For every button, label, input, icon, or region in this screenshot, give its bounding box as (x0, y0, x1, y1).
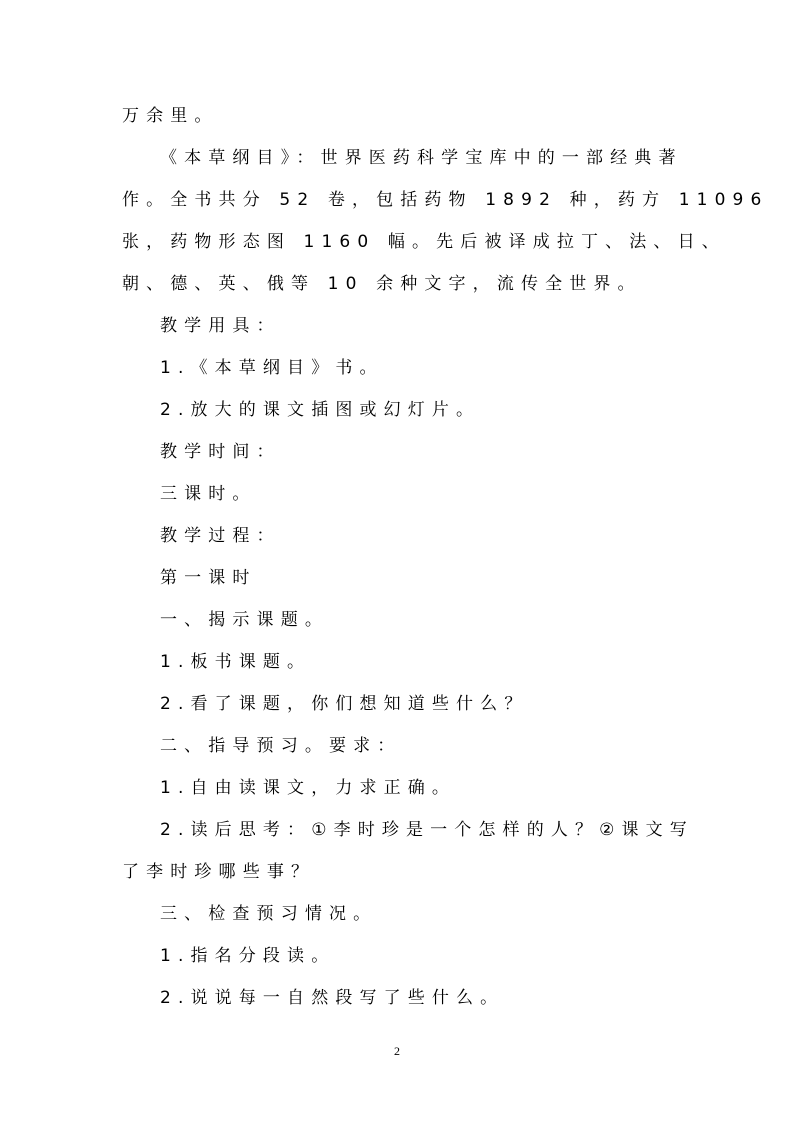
list-item: 2.放大的课文插图或幻灯片。 (160, 400, 481, 420)
text-line: 作。全书共分 52 卷，包括药物 1892 种，药方 11096 (122, 190, 769, 210)
list-item: 2.说说每一自然段写了些什么。 (160, 988, 505, 1008)
list-item: 1.指名分段读。 (160, 946, 336, 966)
section-heading: 二、指导预习。要求： (160, 736, 402, 756)
section-heading: 教学用具： (160, 316, 281, 336)
text-line: 了李时珍哪些事？ (122, 862, 316, 882)
list-item: 2.读后思考：①李时珍是一个怎样的人？②课文写 (160, 820, 694, 840)
text-line: 《本草纲目》：世界医药科学宝库中的一部经典著 (160, 148, 683, 168)
page-number: 2 (394, 1044, 400, 1058)
section-heading: 教学时间： (160, 442, 281, 462)
list-item: 1.自由读课文，力求正确。 (160, 778, 457, 798)
list-item: 2.看了课题，你们想知道些什么？ (160, 694, 529, 714)
text-line: 朝、德、英、俄等 10 余种文字，流传全世界。 (122, 274, 642, 294)
text-line: 万余里。 (122, 106, 219, 126)
section-heading: 一、揭示课题。 (160, 610, 329, 630)
section-heading: 第一课时 (160, 568, 257, 588)
text-line: 张，药物形态图 1160 幅。先后被译成拉丁、法、日、 (122, 232, 726, 252)
section-heading: 三、检查预习情况。 (160, 904, 378, 924)
list-item: 1.《本草纲目》书。 (160, 358, 384, 378)
section-heading: 教学过程： (160, 526, 281, 546)
text-line: 三课时。 (160, 484, 257, 504)
list-item: 1.板书课题。 (160, 652, 312, 672)
